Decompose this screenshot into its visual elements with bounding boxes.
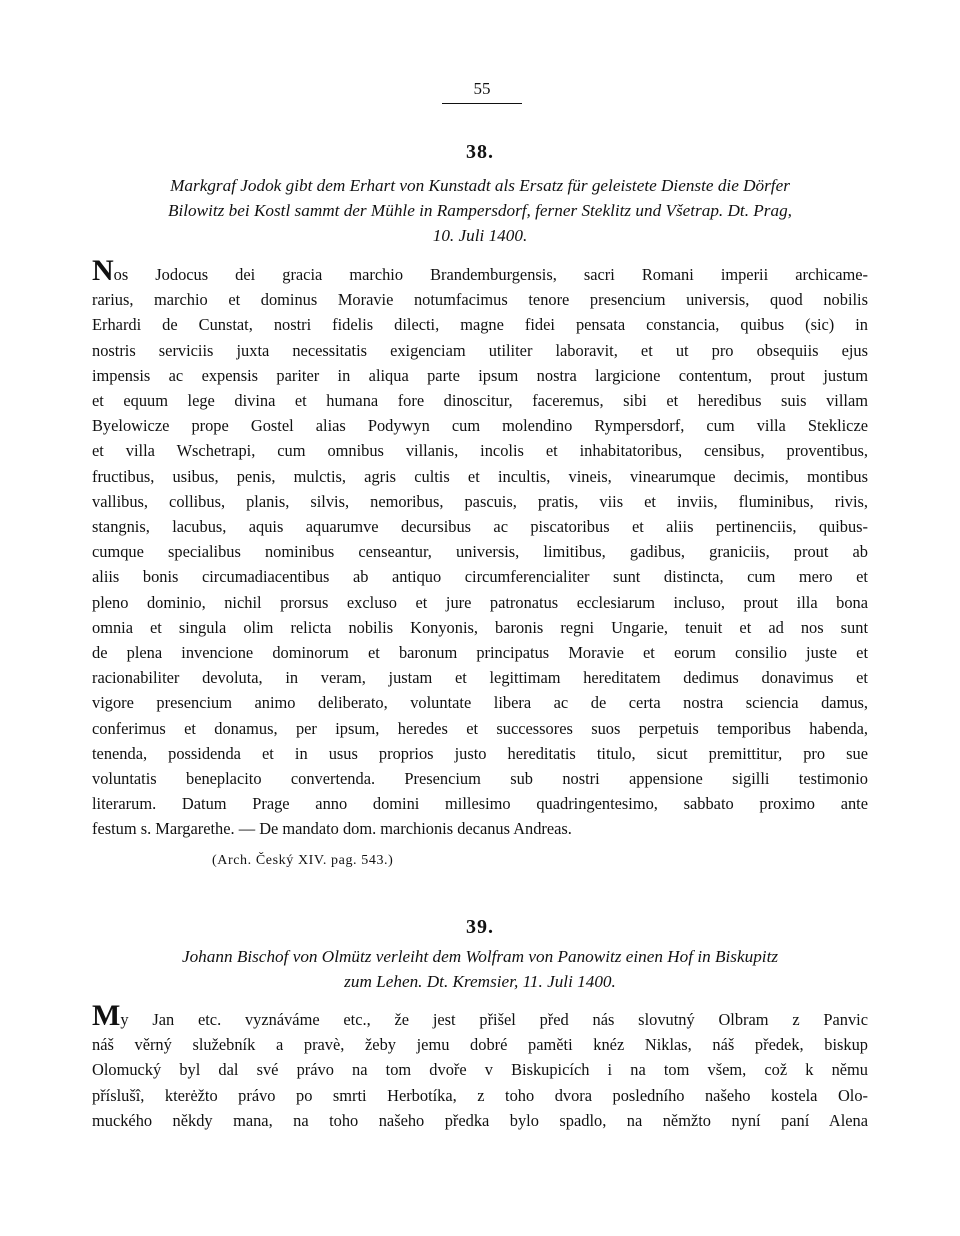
body-line-text: os Jodocus dei gracia marchio Brandemburgensis, sacri Romani imperii archicame- — [113, 265, 868, 284]
body-line: nostris serviciis juxta necessitatis exigenciam utiliter laboravit, et ut pro obsequiis ejus — [92, 340, 868, 360]
page-number: 55 — [473, 79, 491, 98]
body-line: literarum. Datum Prage anno domini millesimo quadringentesimo, sabbato proximo ante — [92, 794, 868, 814]
body-line — [92, 254, 868, 287]
regest-line: Johann Bischof von Olmütz verleiht dem Wolfram von Panowitz einen Hof in Biskupitz — [181, 947, 779, 966]
document-body — [92, 999, 868, 1133]
body-line: racionabiliter devoluta, in veram, justam et legittimam hereditatem dedimus donavimus et — [92, 668, 868, 688]
document-regest — [92, 173, 868, 248]
body-line: muckého někdy mana, na toho našeho předka bylo spadlo, na němžto nyní paní Alena — [92, 1110, 868, 1130]
regest-line: Markgraf Jodok gibt dem Erhart von Kunstadt als Ersatz für geleistete Dienste die Dörfer — [170, 176, 790, 195]
document-page — [92, 0, 868, 1236]
document-body — [92, 254, 868, 842]
body-line: Byelowicze prope Gostel alias Podywyn cum molendino Rympersdorf, cum villa Steklicze — [92, 416, 868, 436]
source-note: (Arch. Český XIV. pag. 543.) — [212, 853, 394, 868]
regest-line: zum Lehen. Dt. Kremsier, 11. Juli 1400. — [344, 972, 616, 991]
initial-letter: M — [92, 999, 121, 1032]
body-line: de plena invencione dominorum et baronum principatus Moravie et eorum consilio juste et — [92, 643, 868, 663]
body-line: cumque specialibus nominibus censeantur, universis, limitibus, gadibus, graniciis, prout ab — [92, 542, 868, 562]
document-number: 38. — [466, 141, 494, 163]
body-line-text: y Jan etc. vyznáváme etc., že jest přišel před nás slovutný Olbram z Panvic — [120, 1010, 868, 1029]
page-number-rule — [442, 103, 522, 104]
body-line: omnia et singula olim relicta nobilis Konyonis, baronis regni Ungarie, tenuit et ad nos sunt — [92, 617, 868, 637]
body-line: vallibus, collibus, planis, silvis, nemoribus, pascuis, pratis, viis et inviis, fluminibus, rivis, — [92, 491, 868, 511]
body-line: příslušî, kterėžto právo po smrti Herbotíka, z toho dvora posledního našeho kostela Olo- — [92, 1085, 868, 1105]
body-line: náš věrný služebník a pravè, žeby jemu dobré paměti knéz Niklas, náš předek, biskup — [92, 1035, 868, 1055]
body-line: festum s. Margarethe. — De mandato dom. marchionis decanus Andreas. — [92, 819, 572, 839]
regest-line: Bilowitz bei Kostl sammt der Mühle in Rampersdorf, ferner Steklitz und Všetrap. Dt. Prag, — [168, 201, 792, 220]
body-line: Olomucký byl dal své právo na tom dvoře v Biskupicích i na tom všem, což k němu — [92, 1060, 868, 1080]
document-regest — [92, 944, 868, 994]
body-line: rarius, marchio et dominus Moravie notumfacimus tenore presencium universis, quod nobilis — [92, 290, 868, 310]
body-line: aliis bonis circumadiacentibus ab antiquo circumferencialiter sunt distincta, cum mero et — [92, 567, 868, 587]
body-line: fructibus, usibus, penis, mulctis, agris cultis et incultis, vineis, vinearumque decimis, montibus — [92, 466, 868, 486]
body-line: vigore presencium animo deliberato, voluntate libera ac de certa nostra sciencia damus, — [92, 693, 868, 713]
body-line: Erhardi de Cunstat, nostri fidelis dilecti, magne fidei pensata constancia, quibus (sic) in — [92, 315, 868, 335]
body-line: impensis ac expensis pariter in aliqua parte ipsum nostra largicione contentum, prout justum — [92, 365, 868, 385]
body-line: pleno dominio, nichil prorsus excluso et jure patronatus ecclesiarum incluso, prout illa bona — [92, 592, 868, 612]
body-line — [92, 999, 868, 1032]
regest-line: 10. Juli 1400. — [432, 226, 528, 245]
body-line: et equum lege divina et humana fore dinoscitur, faceremus, sibi et heredibus suis villam — [92, 391, 868, 411]
body-line: stangnis, lacubus, aquis aquarumve decursibus ac piscatoribus et aliis pertinenciis, quibus- — [92, 517, 868, 537]
body-line: conferimus et donamus, per ipsum, heredes et successores suos perpetuis temporibus habenda, — [92, 718, 868, 738]
document-number: 39. — [466, 916, 494, 938]
body-line: voluntatis beneplacito convertenda. Presencium sub nostri appensione sigilli testimonio — [92, 769, 868, 789]
body-line: tenenda, possidenda et in usus proprios justo hereditatis titulo, sicut premittitur, pro sue — [92, 743, 868, 763]
initial-letter: N — [92, 254, 114, 287]
body-line: et villa Wschetrapi, cum omnibus villanis, incolis et inhabitatoribus, censibus, proventibus, — [92, 441, 868, 461]
